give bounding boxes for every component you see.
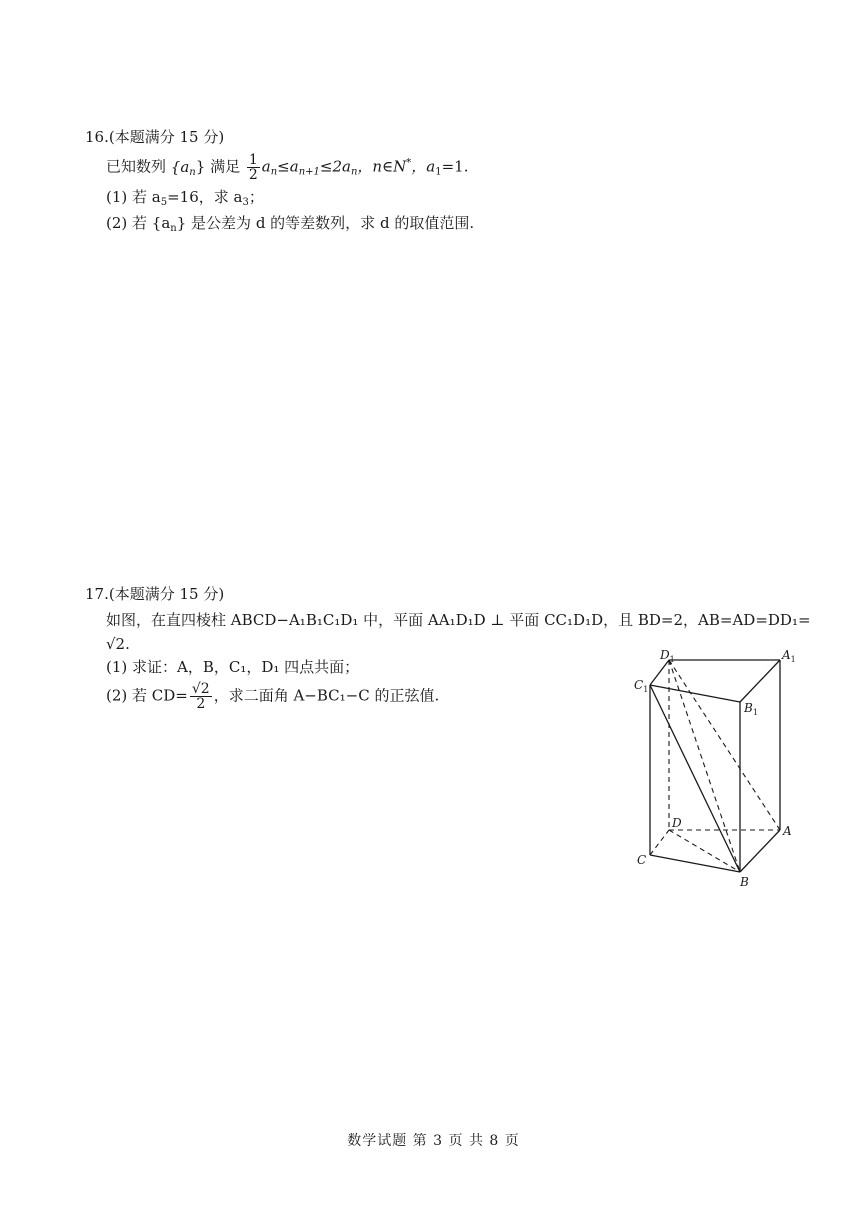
part1-sub3: 3	[242, 197, 249, 208]
edge-A1B1	[740, 660, 780, 702]
part2-end: } 是公差为 d 的等差数列，求 d 的取值范围.	[176, 214, 475, 232]
stem-text: 已知数列	[106, 157, 167, 176]
frac-num: 1	[248, 152, 258, 168]
question-17-title: 17.(本题满分 15 分)	[85, 585, 225, 603]
label-C1: $C_1$	[634, 678, 649, 694]
stem-cond: ，n∈N	[357, 157, 407, 176]
label-C: C	[637, 853, 647, 867]
label-B1: $B_1$	[744, 701, 758, 717]
question-17-stem-line-1: 如图，在直四棱柱 ABCD−A₁B₁C₁D₁ 中，平面 AA₁D₁D ⊥ 平面 CC₁D₁D，且 BD=2，AB=AD=DD₁=	[106, 611, 811, 629]
question-16-title: 16.(本题满分 15 分)	[85, 128, 225, 146]
segment-C1B	[650, 685, 740, 872]
question-17-part-1: (1) 求证：A，B，C₁，D₁ 四点共面；	[106, 658, 360, 676]
part1-end: ；	[248, 188, 264, 206]
page-footer: 数学试题 第 3 页 共 8 页	[347, 1133, 520, 1149]
part2-suffix: ，求二面角 A−BC₁−C 的正弦值.	[213, 686, 440, 705]
label-D1: $D_1$	[660, 648, 675, 664]
part1-text: (1) 若 a	[106, 188, 161, 206]
ineq-tail2: ≤2a	[319, 157, 351, 176]
stem-star: *	[406, 157, 412, 169]
label-A1: $A_1$	[782, 648, 796, 664]
fraction-sqrt2-over-2	[190, 682, 212, 711]
edge-BA	[740, 830, 780, 872]
stem-init-val: =1.	[441, 157, 469, 176]
part1-mid: =16，求 a	[167, 188, 243, 206]
ineq-a: a	[261, 157, 271, 176]
label-D: D	[672, 816, 682, 830]
segment-D1B-hidden	[669, 660, 740, 872]
label-B: B	[740, 875, 749, 889]
stem-init: ，a	[411, 157, 436, 176]
stem-verb: 满足	[205, 157, 245, 176]
question-16-stem: 已知数列 $\{a_n\}$ 满足 $\frac{1}{2}$ $a_n\le a_{n+1}\le 2a_n$，n∈N*，$a_1=1$.	[106, 152, 469, 183]
part2-prefix: (2) 若 CD=	[106, 686, 188, 705]
stem-seq: {a	[170, 157, 190, 176]
question-16-part-1	[106, 187, 264, 207]
part1-sub5: 5	[160, 197, 168, 208]
ineq-tail: ≤a	[277, 157, 299, 176]
edge-CD-hidden	[650, 830, 669, 855]
question-16-part-2	[106, 213, 474, 233]
question-17-part-2	[106, 682, 439, 711]
stem-seq-sub: n	[189, 166, 196, 178]
fraction-one-half	[247, 153, 260, 182]
label-A: A	[783, 824, 792, 838]
prism-figure	[628, 646, 800, 892]
edge-C1D1	[650, 660, 669, 685]
segment-D1A-hidden	[669, 660, 780, 830]
frac-den: 2	[196, 696, 206, 712]
stem-init-sub: 1	[435, 166, 442, 178]
part2-sub: n	[170, 223, 177, 234]
question-17-stem-line-2: √2.	[106, 635, 130, 653]
frac-num: √2	[191, 681, 210, 697]
part2-text: (2) 若 {a	[106, 214, 171, 232]
stem-seq-close: }	[195, 157, 206, 176]
frac-den: 2	[248, 167, 258, 183]
